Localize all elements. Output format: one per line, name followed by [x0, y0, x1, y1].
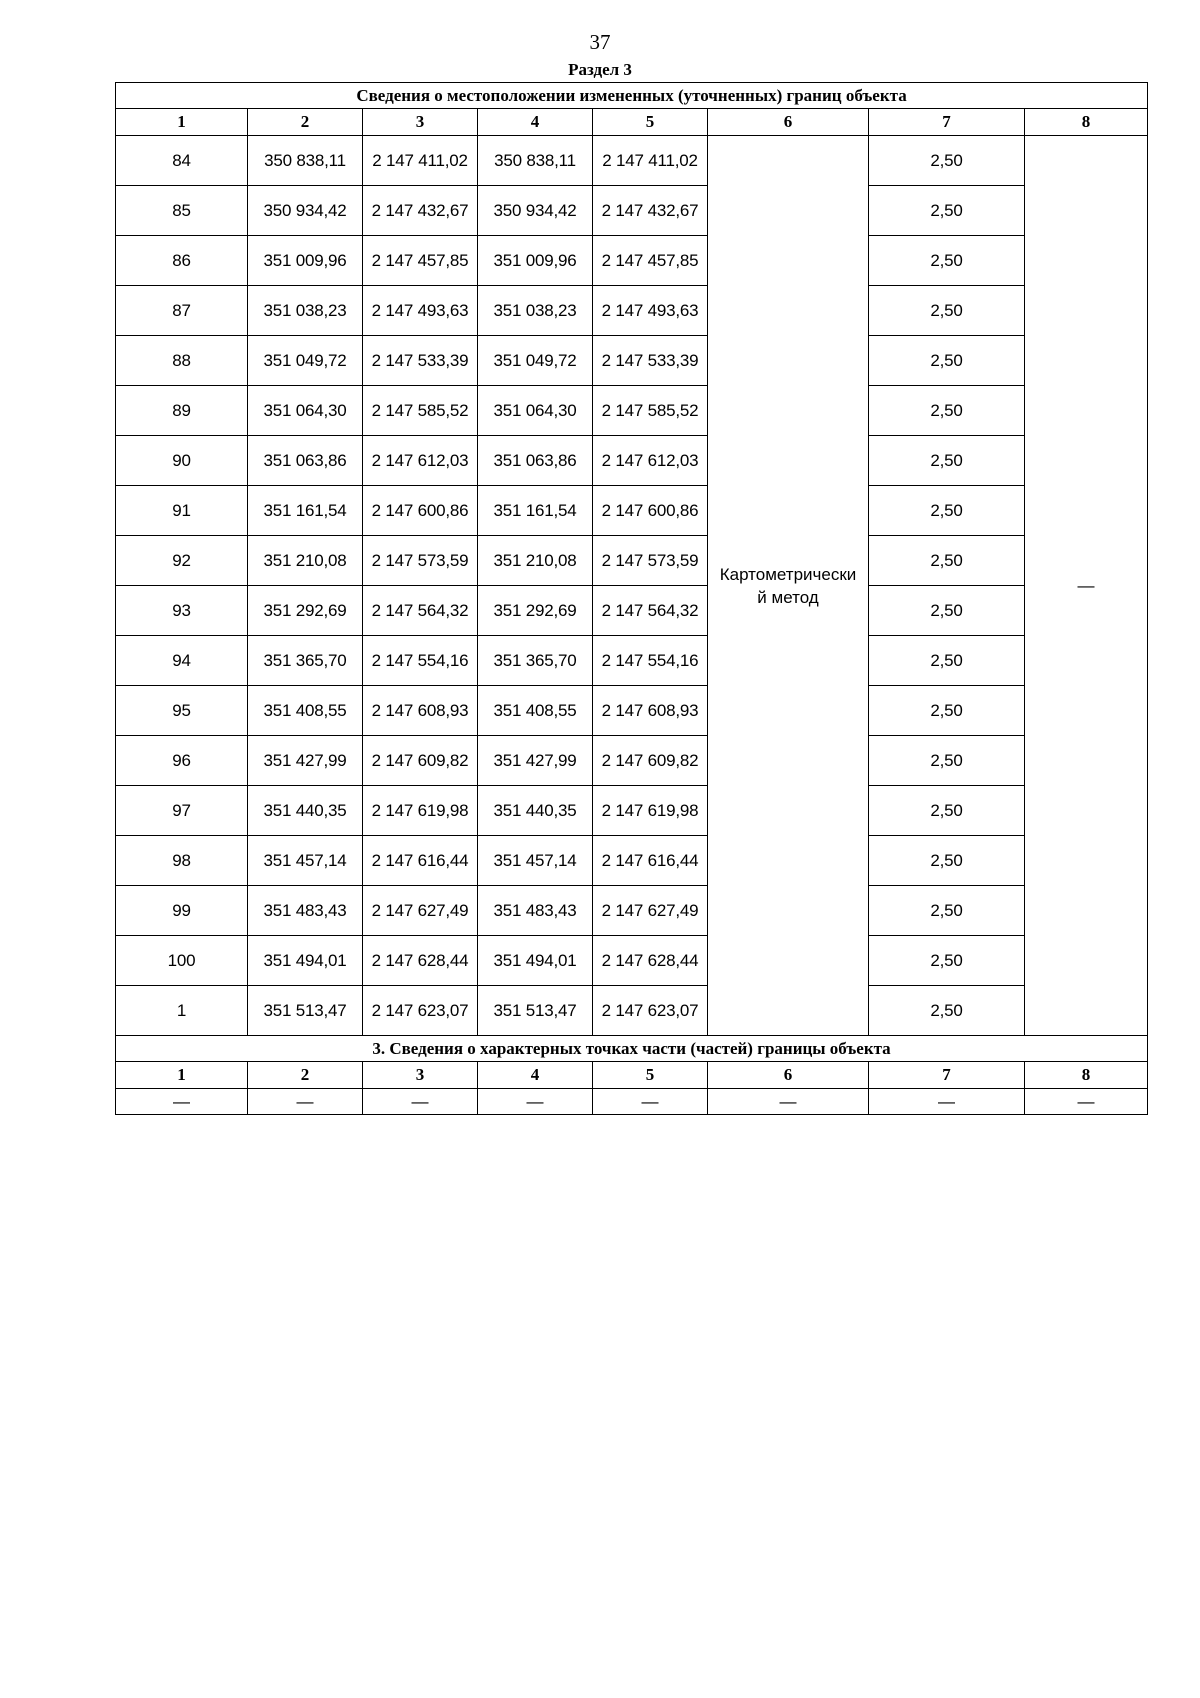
coord-x-cell: 351 457,14 [478, 836, 593, 886]
coord-x-cell: 351 038,23 [478, 286, 593, 336]
coord-x-cell: 351 009,96 [248, 236, 363, 286]
table-row [116, 836, 1148, 886]
column-number: 3 [363, 1062, 478, 1089]
table-row [116, 686, 1148, 736]
empty-cell: — [248, 1089, 363, 1115]
method-cell [708, 136, 869, 1036]
coord-y-cell: 2 147 609,82 [593, 736, 708, 786]
accuracy-cell: 2,50 [869, 636, 1025, 686]
coord-x-cell: 351 292,69 [478, 586, 593, 636]
coord-y-cell: 2 147 533,39 [363, 336, 478, 386]
coord-x-cell: 351 440,35 [478, 786, 593, 836]
coord-x-cell: 351 009,96 [478, 236, 593, 286]
method-line: й метод [757, 587, 819, 607]
column-number: 3 [363, 109, 478, 136]
boundary-table [115, 82, 1148, 1115]
point-number-cell: 86 [116, 236, 248, 286]
coord-y-cell: 2 147 493,63 [363, 286, 478, 336]
point-number-cell: 87 [116, 286, 248, 336]
coord-y-cell: 2 147 628,44 [593, 936, 708, 986]
coord-y-cell: 2 147 600,86 [363, 486, 478, 536]
coord-y-cell: 2 147 612,03 [363, 436, 478, 486]
coord-y-cell: 2 147 554,16 [593, 636, 708, 686]
table-row [116, 286, 1148, 336]
column-number: 4 [478, 1062, 593, 1089]
point-number-cell: 89 [116, 386, 248, 436]
coord-x-cell: 351 513,47 [478, 986, 593, 1036]
coord-y-cell: 2 147 616,44 [363, 836, 478, 886]
coord-y-cell: 2 147 564,32 [593, 586, 708, 636]
table-row [116, 936, 1148, 986]
empty-cell: — [869, 1089, 1025, 1115]
column-number: 6 [708, 1062, 869, 1089]
table-row [116, 386, 1148, 436]
coord-y-cell: 2 147 619,98 [593, 786, 708, 836]
coord-x-cell: 351 161,54 [248, 486, 363, 536]
accuracy-cell: 2,50 [869, 936, 1025, 986]
coord-y-cell: 2 147 623,07 [363, 986, 478, 1036]
coord-x-cell: 351 038,23 [248, 286, 363, 336]
column-number: 1 [116, 1062, 248, 1089]
empty-cell: — [593, 1089, 708, 1115]
coord-x-cell: 350 838,11 [478, 136, 593, 186]
column-number: 6 [708, 109, 869, 136]
table-row [116, 986, 1148, 1036]
accuracy-cell: 2,50 [869, 236, 1025, 286]
accuracy-cell: 2,50 [869, 586, 1025, 636]
coord-x-cell: 351 292,69 [248, 586, 363, 636]
table-row [116, 786, 1148, 836]
point-number-cell: 85 [116, 186, 248, 236]
accuracy-cell: 2,50 [869, 286, 1025, 336]
coord-y-cell: 2 147 616,44 [593, 836, 708, 886]
coord-y-cell: 2 147 628,44 [363, 936, 478, 986]
point-number-cell: 84 [116, 136, 248, 186]
table-row [116, 586, 1148, 636]
coord-x-cell: 351 440,35 [248, 786, 363, 836]
column-number: 2 [248, 109, 363, 136]
table-row [116, 636, 1148, 686]
accuracy-cell: 2,50 [869, 136, 1025, 186]
coord-x-cell: 351 064,30 [478, 386, 593, 436]
coord-y-cell: 2 147 619,98 [363, 786, 478, 836]
column-number: 5 [593, 109, 708, 136]
accuracy-cell: 2,50 [869, 686, 1025, 736]
coord-y-cell: 2 147 608,93 [363, 686, 478, 736]
coord-y-cell: 2 147 609,82 [363, 736, 478, 786]
coord-x-cell: 351 161,54 [478, 486, 593, 536]
coord-x-cell: 350 934,42 [248, 186, 363, 236]
accuracy-cell: 2,50 [869, 786, 1025, 836]
empty-cell: — [478, 1089, 593, 1115]
point-number-cell: 97 [116, 786, 248, 836]
coord-y-cell: 2 147 493,63 [593, 286, 708, 336]
coord-x-cell: 351 365,70 [478, 636, 593, 686]
table-row [116, 336, 1148, 386]
point-number-cell: 88 [116, 336, 248, 386]
column-number: 7 [869, 109, 1025, 136]
method-line: Картометрически [719, 564, 857, 584]
coord-y-cell: 2 147 608,93 [593, 686, 708, 736]
point-number-cell: 96 [116, 736, 248, 786]
empty-cell: — [116, 1089, 248, 1115]
accuracy-cell: 2,50 [869, 186, 1025, 236]
accuracy-cell: 2,50 [869, 386, 1025, 436]
accuracy-cell: 2,50 [869, 836, 1025, 886]
table-row [116, 736, 1148, 786]
point-number-cell: 93 [116, 586, 248, 636]
accuracy-cell: 2,50 [869, 486, 1025, 536]
column-number: 5 [593, 1062, 708, 1089]
coord-x-cell: 351 483,43 [248, 886, 363, 936]
table-caption-part-points: 3. Сведения о характерных точках части (частей) границы объекта [116, 1036, 1148, 1062]
column-number-row [116, 109, 1148, 136]
coord-y-cell: 2 147 612,03 [593, 436, 708, 486]
accuracy-cell: 2,50 [869, 336, 1025, 386]
accuracy-cell: 2,50 [869, 886, 1025, 936]
section-title: Раздел 3 [568, 60, 632, 79]
column8-cell: — [1025, 136, 1148, 1036]
point-number-cell: 92 [116, 536, 248, 586]
page-number: 37 [589, 30, 611, 54]
accuracy-cell: 2,50 [869, 536, 1025, 586]
point-number-cell: 98 [116, 836, 248, 886]
coord-x-cell: 351 365,70 [248, 636, 363, 686]
coord-x-cell: 350 838,11 [248, 136, 363, 186]
coord-y-cell: 2 147 585,52 [593, 386, 708, 436]
empty-cell: — [363, 1089, 478, 1115]
accuracy-cell: 2,50 [869, 436, 1025, 486]
coord-y-cell: 2 147 623,07 [593, 986, 708, 1036]
point-number-cell: 94 [116, 636, 248, 686]
coord-x-cell: 351 494,01 [478, 936, 593, 986]
table-row [116, 486, 1148, 536]
table-row [116, 436, 1148, 486]
column-number: 1 [116, 109, 248, 136]
coord-y-cell: 2 147 627,49 [363, 886, 478, 936]
table-row [116, 136, 1148, 186]
coord-y-cell: 2 147 554,16 [363, 636, 478, 686]
coord-x-cell: 351 427,99 [478, 736, 593, 786]
point-number-cell: 99 [116, 886, 248, 936]
coord-y-cell: 2 147 432,67 [593, 186, 708, 236]
point-number-cell: 100 [116, 936, 248, 986]
coord-x-cell: 351 210,08 [248, 536, 363, 586]
table-row [116, 1089, 1148, 1115]
coord-y-cell: 2 147 585,52 [363, 386, 478, 436]
coord-y-cell: 2 147 457,85 [363, 236, 478, 286]
coord-x-cell: 351 427,99 [248, 736, 363, 786]
coord-x-cell: 351 063,86 [248, 436, 363, 486]
accuracy-cell: 2,50 [869, 986, 1025, 1036]
coord-x-cell: 351 063,86 [478, 436, 593, 486]
coord-y-cell: 2 147 411,02 [363, 136, 478, 186]
column-number-row [116, 1062, 1148, 1089]
coord-x-cell: 351 049,72 [248, 336, 363, 386]
table-row [116, 886, 1148, 936]
coord-x-cell: 351 408,55 [248, 686, 363, 736]
point-number-cell: 95 [116, 686, 248, 736]
coord-x-cell: 351 494,01 [248, 936, 363, 986]
coord-y-cell: 2 147 564,32 [363, 586, 478, 636]
column-number: 7 [869, 1062, 1025, 1089]
coord-x-cell: 351 210,08 [478, 536, 593, 586]
point-number-cell: 91 [116, 486, 248, 536]
empty-cell: — [1025, 1089, 1148, 1115]
point-number-cell: 1 [116, 986, 248, 1036]
table-caption-changed-boundaries: Сведения о местоположении измененных (уточненных) границ объекта [116, 83, 1148, 109]
coord-y-cell: 2 147 573,59 [593, 536, 708, 586]
accuracy-cell: 2,50 [869, 736, 1025, 786]
table-row [116, 236, 1148, 286]
table-row [116, 186, 1148, 236]
coord-y-cell: 2 147 411,02 [593, 136, 708, 186]
coord-x-cell: 351 049,72 [478, 336, 593, 386]
empty-cell: — [708, 1089, 869, 1115]
column-number: 4 [478, 109, 593, 136]
coord-y-cell: 2 147 457,85 [593, 236, 708, 286]
coord-y-cell: 2 147 600,86 [593, 486, 708, 536]
column-number: 8 [1025, 109, 1148, 136]
column-number: 8 [1025, 1062, 1148, 1089]
coord-y-cell: 2 147 573,59 [363, 536, 478, 586]
coord-x-cell: 351 064,30 [248, 386, 363, 436]
coord-x-cell: 351 457,14 [248, 836, 363, 886]
table-row [116, 536, 1148, 586]
column-number: 2 [248, 1062, 363, 1089]
coord-x-cell: 350 934,42 [478, 186, 593, 236]
coord-x-cell: 351 408,55 [478, 686, 593, 736]
coord-y-cell: 2 147 533,39 [593, 336, 708, 386]
coord-x-cell: 351 483,43 [478, 886, 593, 936]
point-number-cell: 90 [116, 436, 248, 486]
coord-y-cell: 2 147 627,49 [593, 886, 708, 936]
coord-y-cell: 2 147 432,67 [363, 186, 478, 236]
coord-x-cell: 351 513,47 [248, 986, 363, 1036]
